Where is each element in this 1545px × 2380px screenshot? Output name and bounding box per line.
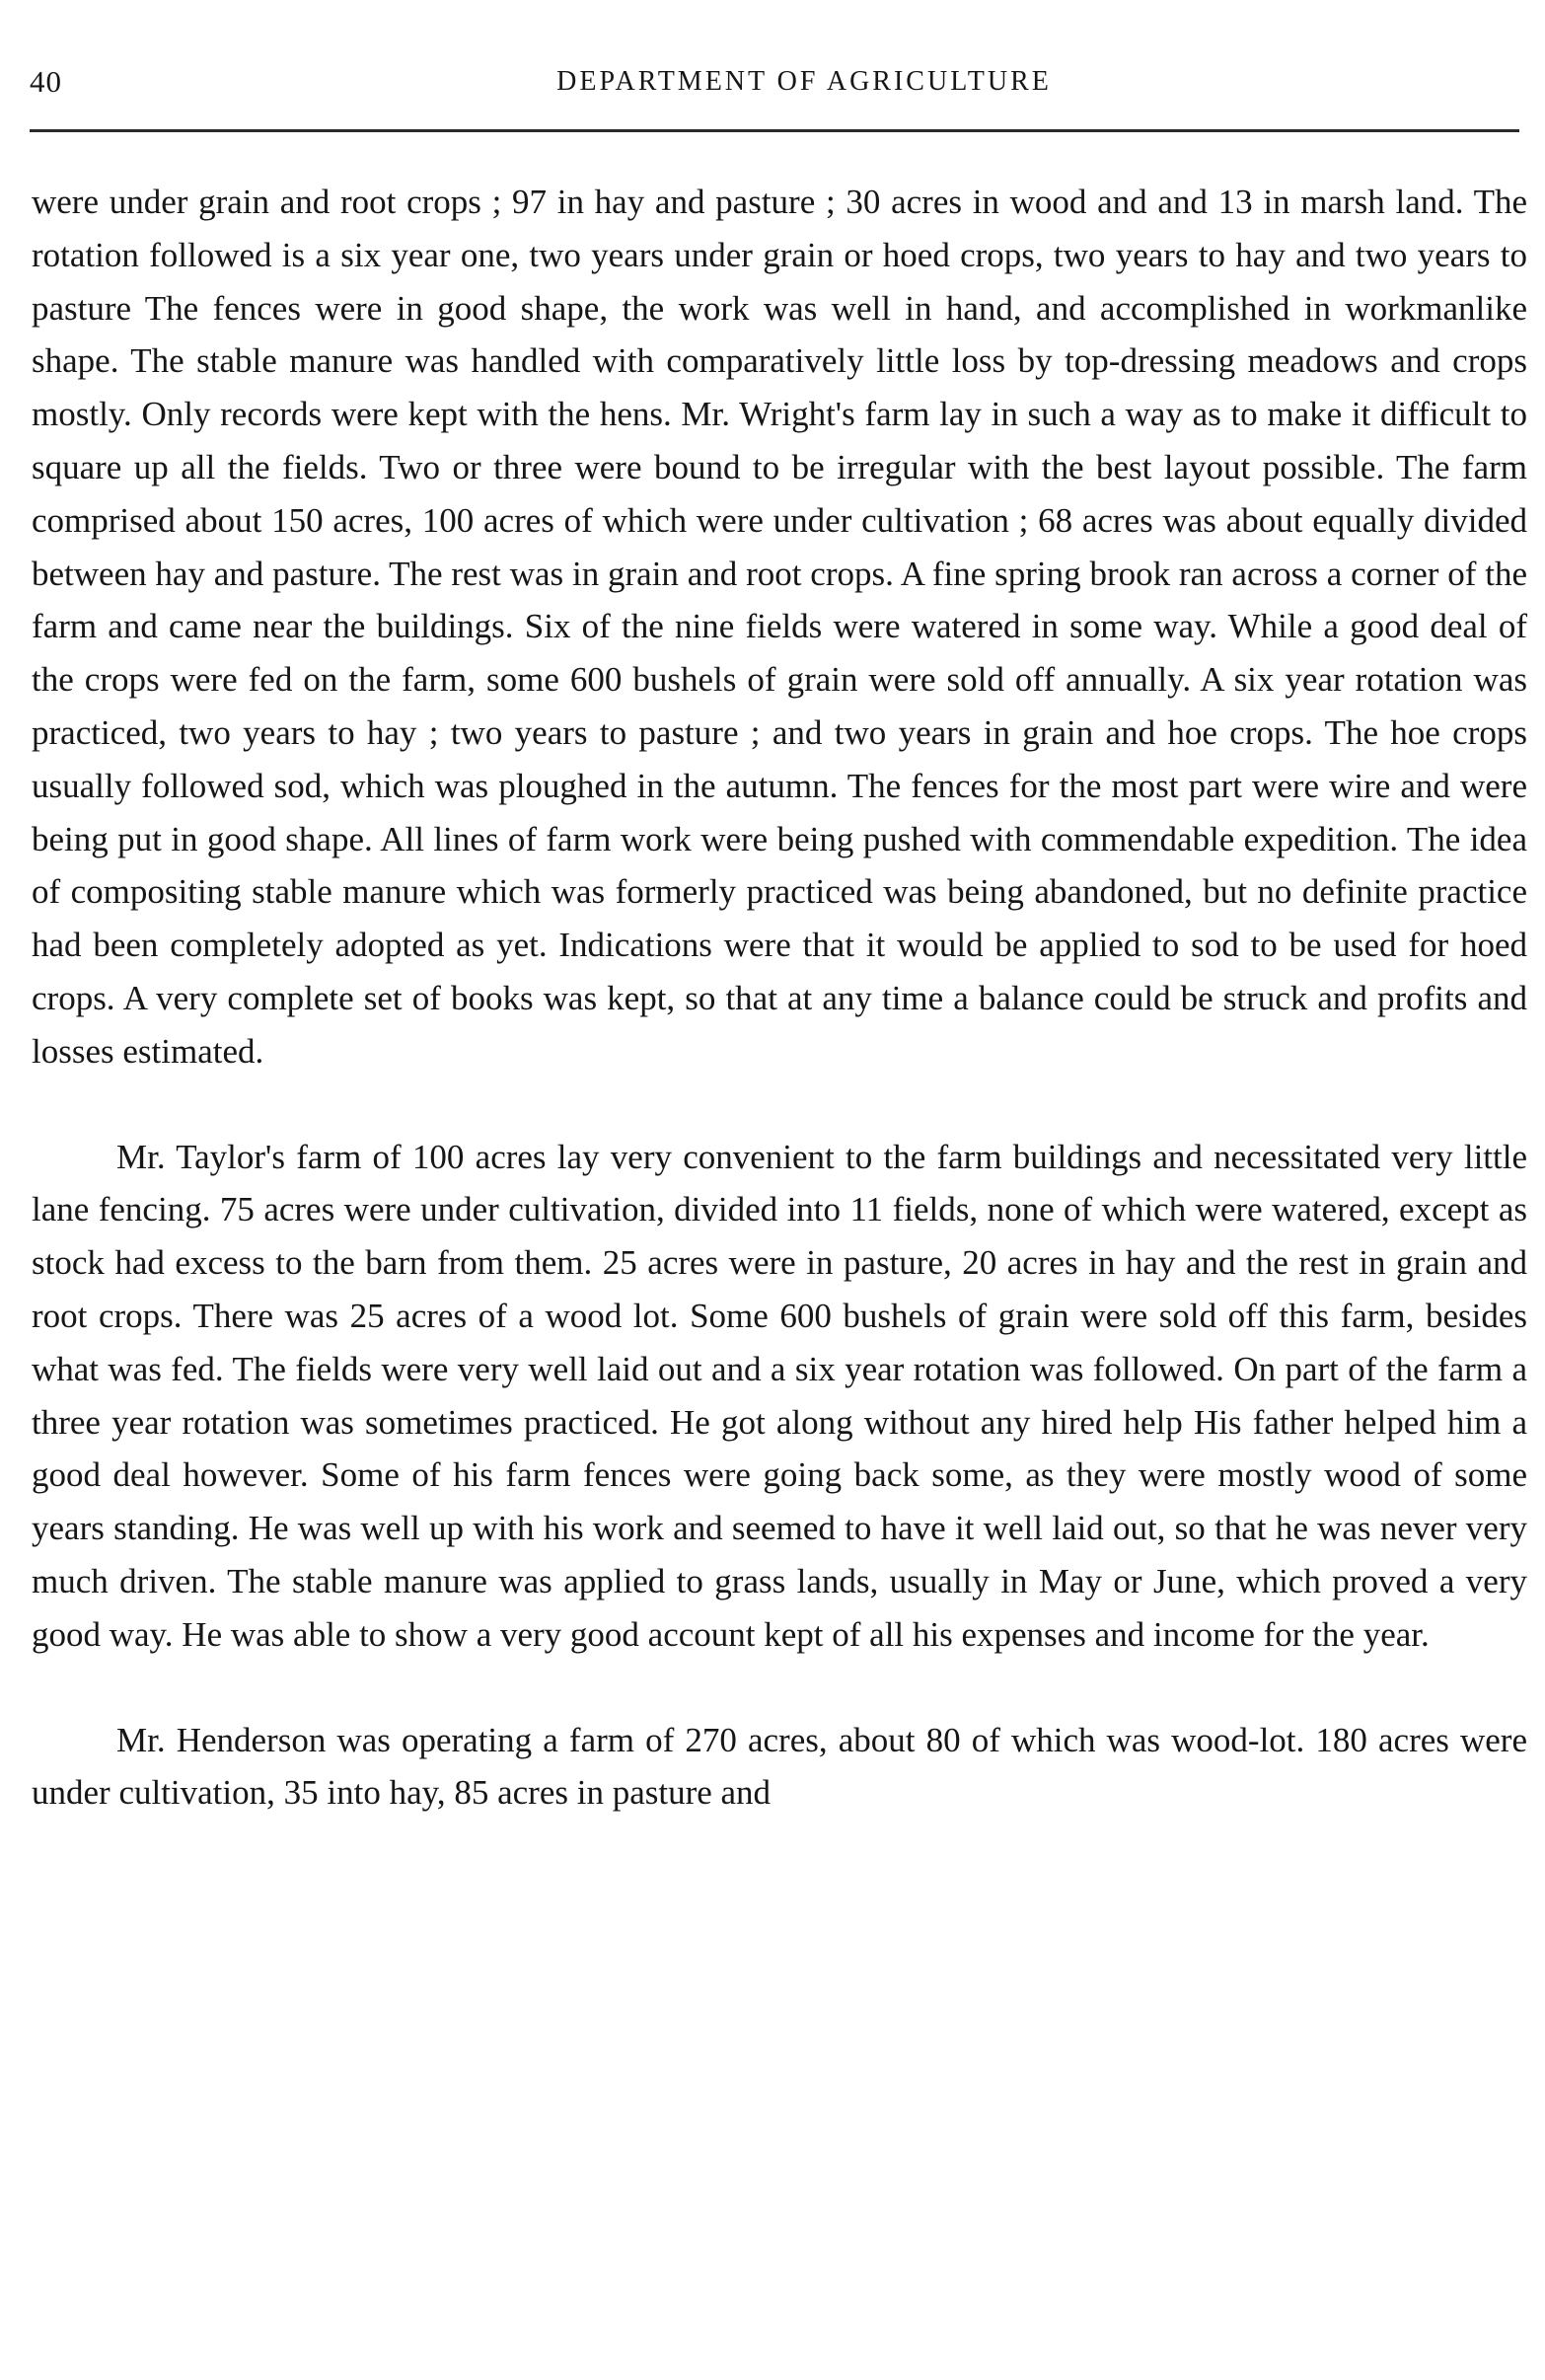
paragraph-taylor-farm: Mr. Taylor's farm of 100 acres lay very convenient to the farm buildings and necessitated very little lane fencing. 75 acres were under cultivation, divided into 11 fields, none of which were watered, except as stock had excess to the barn from them. 25 acres were in pasture, 20 acres in hay and the rest in grain and root crops. There was 25 acres of a wood lot. Some 600 bushels of grain were sold off this farm, besides what was fed. The fields were very well laid out and a six year rotation was followed. On part of the farm a three year rotation was sometimes practiced. He got along without any hired help His father helped him a good deal however. Some of his farm fences were going back some, as they were mostly wood of some years standing. He was well up with his work and seemed to have it well laid out, so that he was never very much driven. The stable manure was applied to grass lands, usually in May or June, which proved a very good way. He was able to show a very good account kept of all his expenses and income for the year. bbox=[32, 1137, 1527, 1654]
paragraph-henderson-farm: Mr. Henderson was operating a farm of 270 acres, about 80 of which was wood-lot. 180 acres were under cultivation, 35 into hay, 85 acres in pasture and bbox=[32, 1720, 1527, 1813]
paragraph-wright-farm: were under grain and root crops ; 97 in hay and pasture ; 30 acres in wood and and 13 in marsh land. The rotation followed is a six year one, two years under grain or hoed crops, two years to hay and two years to pasture The fences were in good shape, the work was well in hand, and accomplished in workmanlike shape. The stable manure was handled with comparatively little loss by top-dressing meadows and crops mostly. Only records were kept with the hens. Mr. Wright's farm lay in such a way as to make it difficult to square up all the fields. Two or three were bound to be irregular with the best layout possible. The farm comprised about 150 acres, 100 acres of which were under cultivation ; 68 acres was about equally divided between hay and pasture. The rest was in grain and root crops. A fine spring brook ran across a corner of the farm and came near the buildings. Six of the nine fields were watered in some way. While a good deal of the crops were fed on the farm, some 600 bushels of grain were sold off annually. A six year rotation was practiced, two years to hay ; two years to pasture ; and two years in grain and hoe crops. The hoe crops usually followed sod, which was ploughed in the autumn. The fences for the most part were wire and were being put in good shape. All lines of farm work were being pushed with commendable expedition. The idea of compositing stable manure which was formerly practiced was being abandoned, but no definite practice had been completely adopted as yet. Indications were that it would be applied to sod to be used for hoed crops. A very complete set of books was kept, so that at any time a balance could be struck and profits and losses estimated. bbox=[32, 183, 1527, 1071]
body-text bbox=[32, 176, 1527, 1820]
header-rule bbox=[30, 129, 1519, 132]
page-header bbox=[30, 57, 1519, 107]
page-number: 40 bbox=[30, 64, 62, 99]
running-head: DEPARTMENT OF AGRICULTURE bbox=[556, 66, 1052, 97]
